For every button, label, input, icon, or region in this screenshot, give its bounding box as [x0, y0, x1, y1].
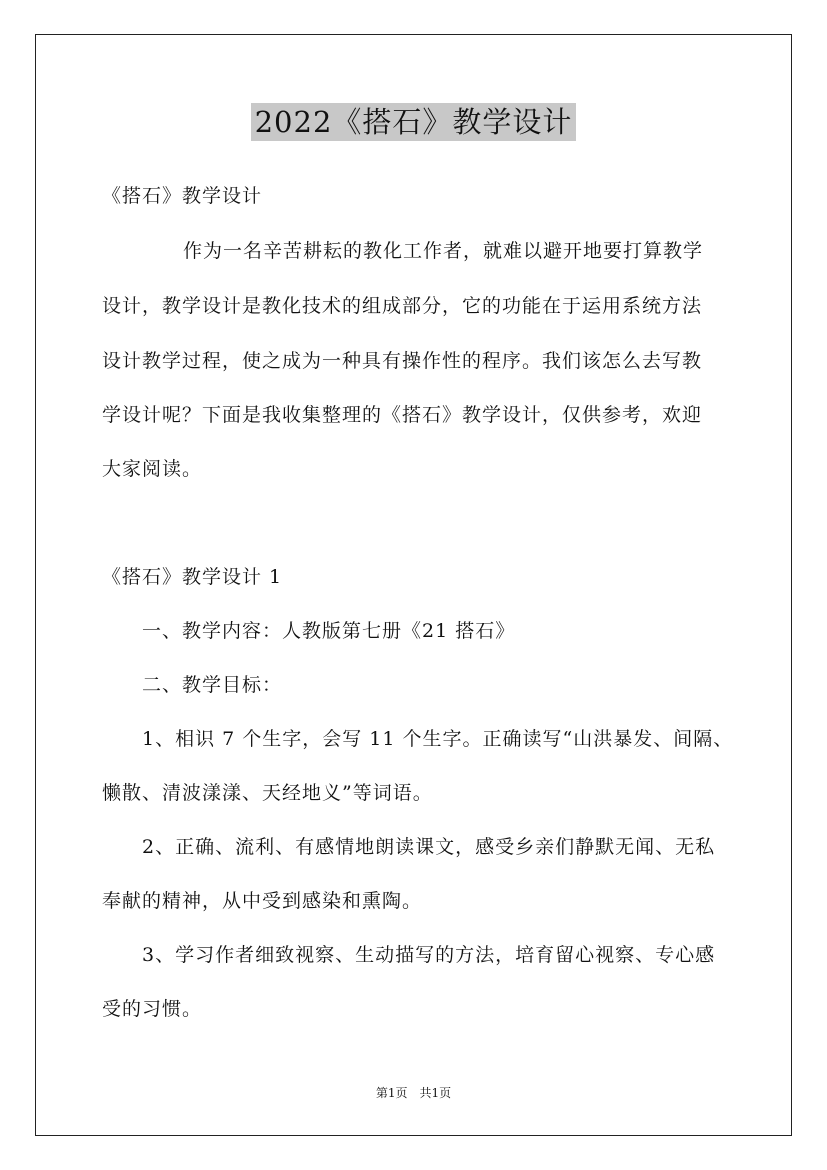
document-subtitle: 《搭石》教学设计 [102, 185, 263, 207]
document-title-container [0, 100, 827, 141]
document-title: 2022《搭石》教学设计 [251, 103, 577, 141]
intro-line-4: 学设计呢？下面是我收集整理的《搭石》教学设计，仅供参考，欢迎 [102, 404, 703, 426]
objective-line-3: 2、正确、流利、有感情地朗读课文，感受乡亲们静默无闻、无私 [142, 836, 716, 858]
objectives-heading: 二、教学目标： [142, 674, 283, 696]
objective-line-5: 3、学习作者细致视察、生动描写的方法，培育留心视察、专心感 [142, 944, 716, 966]
intro-line-1: 作为一名辛苦耕耘的教化工作者，就难以避开地要打算教学 [183, 240, 704, 262]
content-item: 一、教学内容：人教版第七册《21 搭石》 [142, 620, 516, 642]
objective-line-2: 懒散、清波漾漾、天经地义”等词语。 [102, 782, 433, 804]
intro-line-2: 设计，教学设计是教化技术的组成部分，它的功能在于运用系统方法 [102, 295, 703, 317]
objective-line-4: 奉献的精神，从中受到感染和熏陶。 [102, 890, 423, 912]
page-footer: 第1页 共1页 [375, 1086, 452, 1100]
section-heading: 《搭石》教学设计 1 [102, 566, 283, 588]
intro-line-5: 大家阅读。 [102, 458, 203, 480]
objective-line-6: 受的习惯。 [102, 998, 203, 1020]
intro-line-3: 设计教学过程，使之成为一种具有操作性的程序。我们该怎么去写教 [102, 350, 703, 372]
objective-line-1: 1、相识 7 个生字，会写 11 个生字。正确读写“山洪暴发、间隔、 [142, 728, 734, 750]
